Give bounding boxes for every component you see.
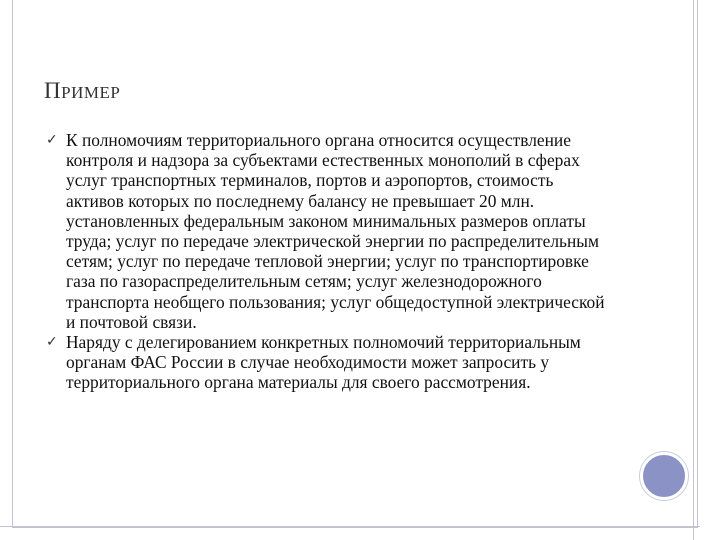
slide-title: [44, 78, 120, 104]
decorative-circle: [640, 452, 688, 500]
title-first-letter: П: [44, 78, 62, 103]
bullet-item: [44, 332, 614, 393]
bullet-item: [44, 130, 614, 332]
checkmark-icon: ✓: [46, 334, 58, 351]
bullet-text: К полномочиям территориального органа относится осуществление контроля и надзора за субъектами естественных монополий в сферах услуг транспортных терминалов, портов и аэропортов, стоимость активов которых по последнему балансу не превышает 20 млн. установленных федеральным законом минимальных размеров оплаты труда; услуг по передаче электрической энергии по распределительным сетям; услуг по передаче тепловой энергии; услуг по транспортировке газа по газораспределительным сетям; услуг железнодорожного транспорта необщего пользования; услуг общедоступной электрической и почтовой связи.: [66, 130, 605, 332]
bottom-divider: [0, 526, 700, 527]
side-rail-line: [693, 0, 694, 540]
title-rest: РИМЕР: [61, 83, 121, 102]
checkmark-icon: ✓: [46, 132, 58, 148]
bullet-text: Наряду с делегированием конкретных полномочий территориальным органам ФАС России в случае необходимости может запросить у территориального органа материалы для своего рассмотрения.: [66, 332, 581, 393]
bullet-list: [44, 130, 614, 393]
